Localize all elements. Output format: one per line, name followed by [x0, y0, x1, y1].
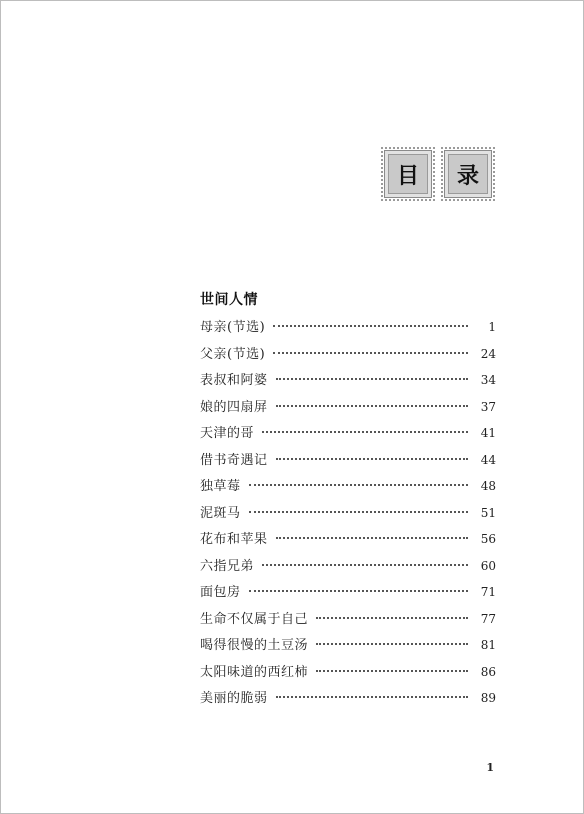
dot-leader [316, 617, 468, 619]
toc-entry[interactable] [200, 502, 496, 529]
dot-leader [276, 405, 468, 407]
toc-entry[interactable] [200, 396, 496, 423]
toc-entry-title: 母亲(节选) [200, 320, 266, 335]
toc-entry-page: 1 [488, 320, 496, 334]
toc-entry-title: 花布和苹果 [200, 532, 268, 547]
toc-entry[interactable] [200, 422, 496, 449]
dot-leader [273, 325, 468, 327]
toc-entry[interactable] [200, 687, 496, 714]
title-badge-mu [384, 150, 432, 198]
toc-entry[interactable] [200, 475, 496, 502]
dot-leader [276, 458, 468, 460]
toc-entry[interactable] [200, 634, 496, 661]
toc-entry[interactable] [200, 316, 496, 343]
toc-entry-title: 太阳味道的西红柿 [200, 664, 309, 680]
toc-entry-page: 44 [480, 452, 496, 467]
toc-entry-page: 34 [480, 373, 496, 387]
toc-entry-title: 独草莓 [200, 479, 241, 494]
dot-leader [316, 643, 468, 645]
dot-leader [249, 484, 468, 486]
title-char: 目 [396, 162, 419, 189]
toc-entry[interactable] [200, 343, 496, 370]
title-char: 录 [456, 162, 479, 189]
dot-leader [276, 537, 468, 539]
toc-entry-title: 泥斑马 [200, 505, 241, 521]
toc-entry-page: 48 [480, 479, 496, 493]
dot-leader [262, 431, 468, 433]
toc-entry-title: 生命不仅属于自己 [200, 611, 309, 627]
toc-entry-page: 24 [480, 346, 496, 361]
toc-entry-title: 天津的哥 [200, 426, 255, 441]
toc-entry[interactable] [200, 528, 496, 555]
section-heading: 世间人情 [200, 292, 258, 308]
toc-entry-page: 89 [480, 691, 496, 705]
dot-leader [276, 696, 468, 698]
toc-entry[interactable] [200, 449, 496, 476]
dot-leader [316, 670, 468, 672]
toc-entry-page: 56 [480, 532, 496, 546]
toc-entry-title: 娘的四扇屏 [200, 399, 268, 415]
toc-entry-title: 父亲(节选) [200, 346, 266, 362]
toc-entry-title: 表叔和阿婆 [200, 373, 268, 388]
toc-entry-title: 喝得很慢的土豆汤 [200, 638, 309, 653]
toc-entry-page: 86 [480, 664, 496, 679]
toc-entry[interactable] [200, 581, 496, 608]
toc-entry-page: 41 [480, 426, 496, 440]
contents-title [384, 150, 492, 198]
dot-leader [273, 352, 468, 354]
toc-entry[interactable] [200, 661, 496, 688]
toc-entry-page: 51 [480, 505, 496, 520]
toc-entry-title: 面包房 [200, 585, 241, 600]
dot-leader [262, 564, 468, 566]
toc-entry-page: 60 [480, 558, 496, 573]
toc-entry-page: 71 [480, 585, 496, 599]
toc-entry-title: 借书奇遇记 [200, 452, 268, 468]
toc-list [200, 316, 496, 714]
toc-entry-page: 77 [480, 611, 496, 626]
title-badge-lu [444, 150, 492, 198]
toc-entry[interactable] [200, 369, 496, 396]
toc-entry-title: 六指兄弟 [200, 558, 255, 574]
dot-leader [249, 511, 468, 513]
page-number: 1 [486, 761, 494, 774]
toc-entry-title: 美丽的脆弱 [200, 691, 268, 706]
dot-leader [276, 378, 468, 380]
toc-entry[interactable] [200, 555, 496, 582]
dot-leader [249, 590, 468, 592]
toc-entry[interactable] [200, 608, 496, 635]
toc-entry-page: 81 [480, 638, 496, 652]
toc-entry-page: 37 [480, 399, 496, 414]
